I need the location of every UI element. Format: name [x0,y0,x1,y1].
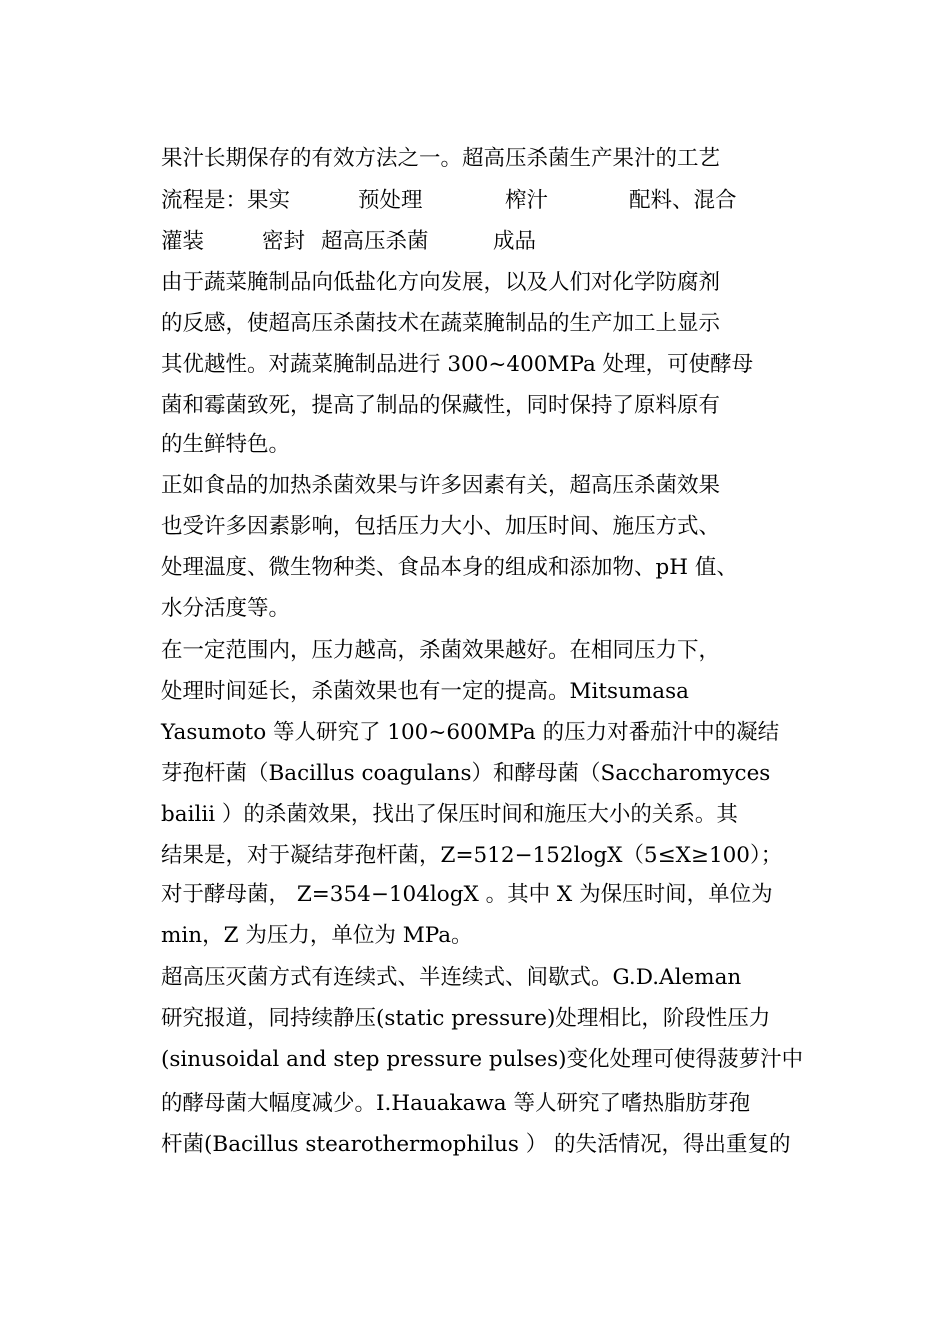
flow-step-fruit: 流程是：果实 [161,188,291,213]
text-line: 正如食品的加热杀菌效果与许多因素有关，超高压杀菌效果 [161,473,721,498]
text-line: 水分活度等。 [161,596,291,621]
text-line: 其优越性。对蔬菜腌制品进行 300~400MPa 处理，可使酵母 [161,352,754,377]
text-line: 研究报道，同持续静压(static pressure)处理相比，阶段性压力 [161,1006,771,1031]
text-line: bailii ）的杀菌效果，找出了保压时间和施压大小的关系。其 [161,802,738,827]
text-line: 的酵母菌大幅度减少。I.Hauakawa 等人研究了嗜热脂肪芽孢 [161,1091,750,1116]
flow-step-mix: 配料、混合 [629,188,737,213]
text-line: 果汁长期保存的有效方法之一。超高压杀菌生产果汁的工艺 [161,146,721,171]
flow-step-fill: 灌装 [161,229,205,254]
text-line: 处理时间延长，杀菌效果也有一定的提高。Mitsumasa [161,679,689,704]
flow-step-juice: 榨汁 [505,188,549,213]
text-line: 超高压灭菌方式有连续式、半连续式、间歇式。G.D.Aleman [161,965,742,990]
text-line: min，Z 为压力，单位为 MPa。 [161,923,473,948]
text-line: 的反感，使超高压杀菌技术在蔬菜腌制品的生产加工上显示 [161,311,721,336]
text-line: Yasumoto 等人研究了 100~600MPa 的压力对番茄汁中的凝结 [161,720,780,745]
text-line: 在一定范围内，压力越高，杀菌效果越好。在相同压力下， [161,638,721,663]
text-line: 菌和霉菌致死，提高了制品的保藏性，同时保持了原料原有 [161,393,721,418]
text-line: 的生鲜特色。 [161,432,291,457]
text-line: 由于蔬菜腌制品向低盐化方向发展，以及人们对化学防腐剂 [161,270,721,295]
flow-step-pretreat: 预处理 [358,188,423,213]
text-line: (sinusoidal and step pressure pulses)变化处理可使得菠萝汁中 [161,1047,804,1072]
text-line: 结果是，对于凝结芽孢杆菌，Z=512−152logX（5≤X≥100）； [161,843,783,868]
text-line: 对于酵母菌， Z=354−104logX 。其中 X 为保压时间，单位为 [161,882,773,907]
text-line: 芽孢杆菌（Bacillus coagulans）和酵母菌（Saccharomyces [161,761,771,786]
text-line: 处理温度、微生物种类、食品本身的组成和添加物、pH 值、 [161,555,738,580]
text-line: 杆菌(Bacillus stearothermophilus ） 的失活情况，得出重复的 [161,1132,791,1157]
text-line: 也受许多因素影响，包括压力大小、加压时间、施压方式、 [161,514,721,539]
flow-step-seal: 密封 [262,229,306,254]
flow-step-hpp: 超高压杀菌 [321,229,429,254]
flow-step-product: 成品 [493,229,537,254]
